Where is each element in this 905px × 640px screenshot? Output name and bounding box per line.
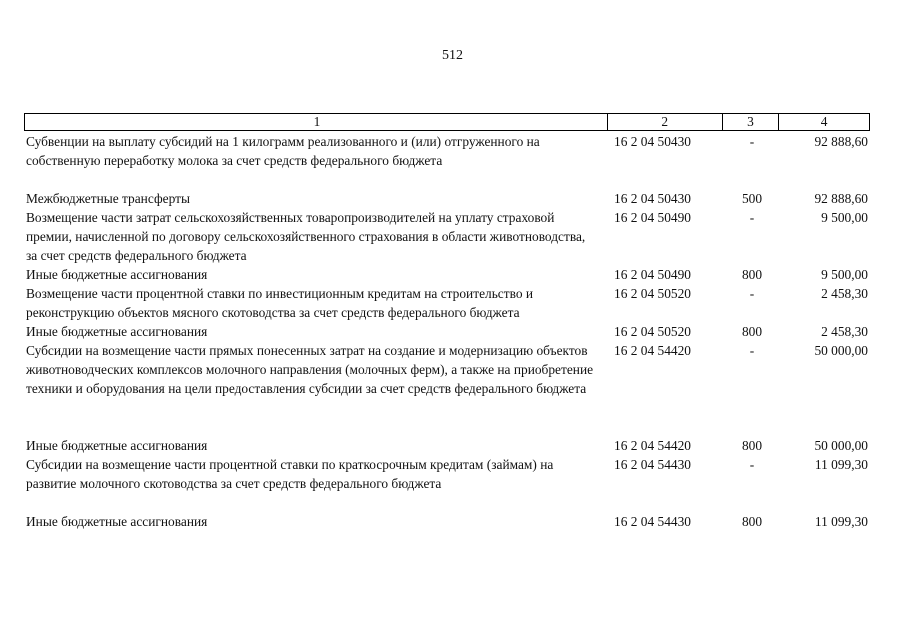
header-col-3: 3 <box>723 114 780 130</box>
row-type: - <box>749 457 755 472</box>
row-amount: 92 888,60 <box>814 191 868 206</box>
row-name: Субсидии на возмещение части прямых понесенных затрат на создание и модернизацию объектов животноводческих комплексов молочного направления (молочных ферм), а также на приобретение техники и оборудования на цели предоставления субсидии за счет средств федерального бюджета <box>26 343 594 396</box>
budget-table <box>24 113 870 531</box>
row-code: 16 2 04 50490 <box>614 267 691 282</box>
row-type: 800 <box>741 267 763 282</box>
row-code: 16 2 04 50430 <box>614 191 691 206</box>
row-amount: 2 458,30 <box>821 324 868 339</box>
row-amount: 9 500,00 <box>821 267 868 282</box>
row-type: 800 <box>741 324 763 339</box>
row-name: Возмещение части процентной ставки по инвестиционным кредитам на строительство и реконструкцию объектов мясного скотоводства за счет средств федерального бюджета <box>26 286 534 320</box>
row-amount: 50 000,00 <box>814 343 868 358</box>
page-number: 512 <box>442 48 463 63</box>
row-amount: 11 099,30 <box>814 457 868 472</box>
row-code: 16 2 04 54420 <box>614 438 691 453</box>
row-code: 16 2 04 54430 <box>614 514 691 529</box>
header-col-1: 1 <box>25 114 608 130</box>
row-amount: 9 500,00 <box>821 210 868 225</box>
table-row <box>24 132 870 189</box>
row-amount: 92 888,60 <box>814 134 868 149</box>
row-name: Субсидии на возмещение части процентной ставки по краткосрочным кредитам (займам) на развитие молочного скотоводства за счет средств федерального бюджета <box>26 457 554 491</box>
table-row <box>24 436 870 455</box>
row-type: - <box>749 343 755 358</box>
row-type: 500 <box>741 191 763 206</box>
row-name: Возмещение части затрат сельскохозяйственных товаропроизводителей на уплату страховой премии, начисленной по договору сельскохозяйственного страхования в области животноводства, за счет средств федерального бюджета <box>26 210 586 263</box>
row-type: - <box>749 134 755 149</box>
row-name: Иные бюджетные ассигнования <box>26 267 208 282</box>
row-amount: 50 000,00 <box>814 438 868 453</box>
table-header <box>24 113 870 131</box>
row-type: - <box>749 210 755 225</box>
row-name: Иные бюджетные ассигнования <box>26 438 208 453</box>
table-row <box>24 189 870 208</box>
header-col-2: 2 <box>608 114 723 130</box>
row-amount: 2 458,30 <box>821 286 868 301</box>
table-row <box>24 455 870 512</box>
table-row <box>24 322 870 341</box>
row-code: 16 2 04 50430 <box>614 134 691 149</box>
row-name: Межбюджетные трансферты <box>26 191 190 206</box>
table-row <box>24 284 870 322</box>
row-code: 16 2 04 50520 <box>614 286 691 301</box>
row-type: 800 <box>741 438 763 453</box>
row-code: 16 2 04 54420 <box>614 343 691 358</box>
row-type: 800 <box>741 514 763 529</box>
row-code: 16 2 04 50520 <box>614 324 691 339</box>
table-row <box>24 265 870 284</box>
row-name: Иные бюджетные ассигнования <box>26 324 208 339</box>
row-code: 16 2 04 54430 <box>614 457 691 472</box>
table-row <box>24 341 870 436</box>
row-name: Субвенции на выплату субсидий на 1 килограмм реализованного и (или) отгруженного на собственную переработку молока за счет средств федерального бюджета <box>26 134 540 168</box>
row-name: Иные бюджетные ассигнования <box>26 514 208 529</box>
table-row <box>24 512 870 531</box>
table-row <box>24 208 870 265</box>
row-code: 16 2 04 50490 <box>614 210 691 225</box>
row-type: - <box>749 286 755 301</box>
header-col-4: 4 <box>820 114 828 129</box>
row-amount: 11 099,30 <box>814 514 868 529</box>
